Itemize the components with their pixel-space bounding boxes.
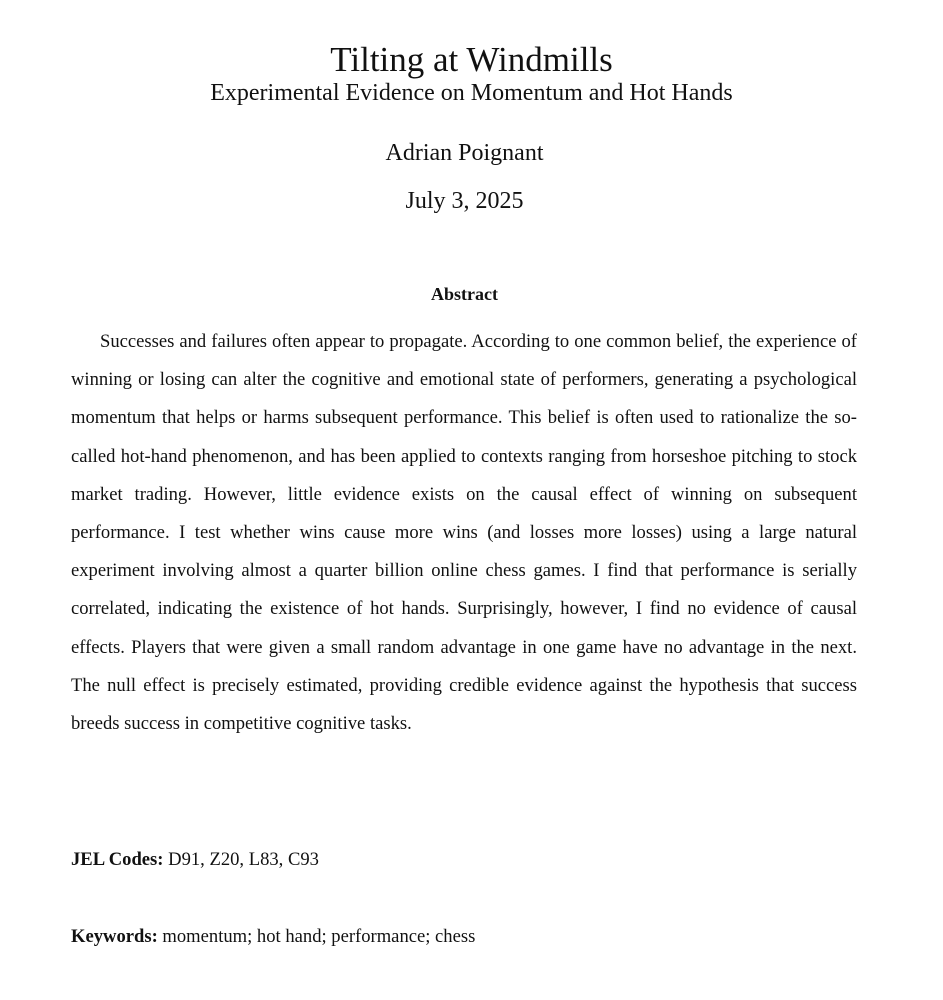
author-name: Adrian Poignant [385, 140, 544, 166]
jel-codes [71, 848, 319, 872]
publication-date: July 3, 2025 [405, 188, 524, 214]
jel-codes-label: JEL Codes: [71, 849, 164, 870]
abstract-text: Successes and failures often appear to propagate. According to one common belief, the experience of winning or losing can alter the cognitive and emotional state of performers, generating a psychological momentum that helps or harms subsequent performance. This belief is often used to rationalize the so-called hot-hand phenomenon, and has been applied to contexts ranging from horseshoe pitching to stock market trading. However, little evidence exists on the causal effect of winning on subsequent performance. I test whether wins cause more wins (and losses more losses) using a large natural experiment involving almost a quarter billion online chess games. I find that performance is serially correlated, indicating the existence of hot hands. Surprisingly, however, I find no evidence of causal effects. Players that were given a small random advantage in one game have no advantage in the next. The null effect is precisely estimated, providing credible evidence against the hypothesis that success breeds success in competitive cognitive tasks. [71, 331, 857, 735]
keywords-value: momentum; hot hand; performance; chess [162, 926, 476, 947]
paper-title: Tilting at Windmills [330, 40, 613, 79]
paper-subtitle: Experimental Evidence on Momentum and Hot Hands [210, 80, 733, 106]
abstract-heading: Abstract [431, 284, 498, 304]
keywords-label: Keywords: [71, 926, 158, 947]
jel-codes-value: D91, Z20, L83, C93 [168, 849, 319, 870]
keywords [71, 925, 475, 949]
